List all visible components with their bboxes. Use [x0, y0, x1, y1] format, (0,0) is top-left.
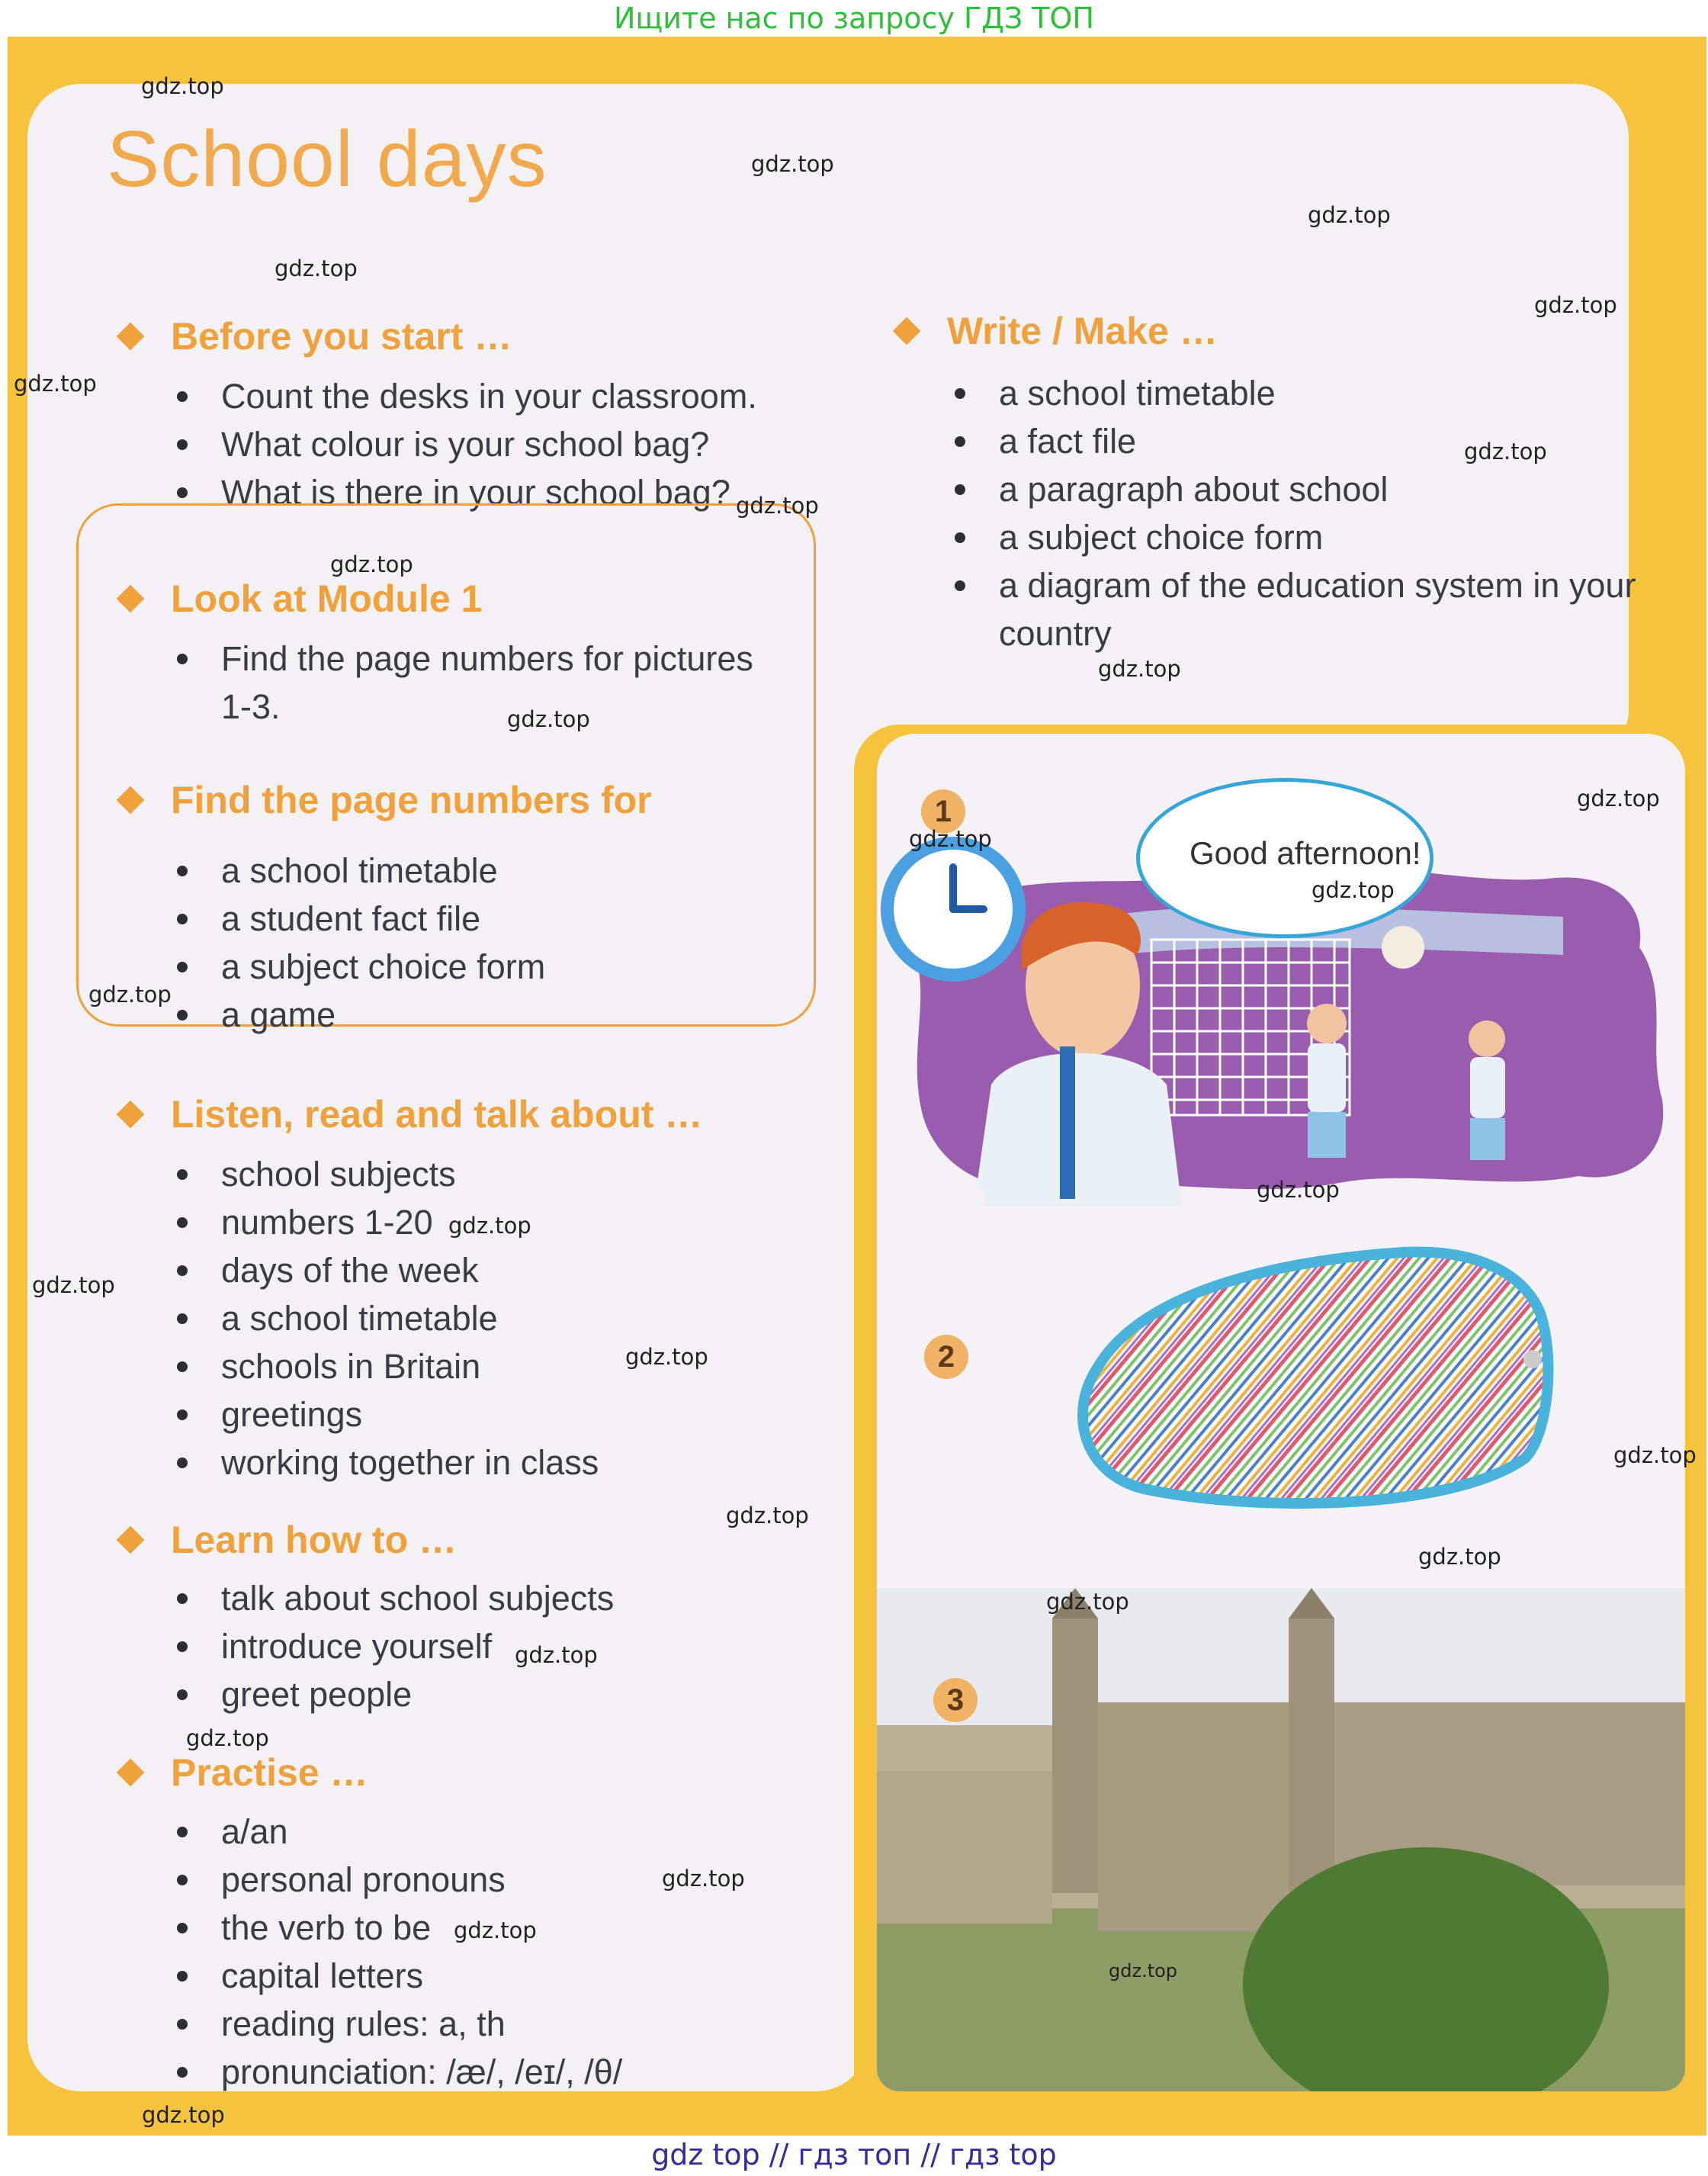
- list-item: capital letters: [177, 1952, 622, 2000]
- practise-heading: [120, 1750, 368, 1795]
- before-heading-text: Before you start …: [171, 315, 512, 358]
- ball: [1382, 926, 1424, 969]
- list-item: a subject choice form: [177, 943, 545, 991]
- diamond-icon: [117, 786, 145, 814]
- list-item: working together in class: [177, 1438, 599, 1487]
- watermark: gdz.top: [1613, 1442, 1697, 1468]
- list-item: numbers 1-20: [177, 1198, 599, 1246]
- watermark: gdz.top: [141, 73, 224, 99]
- watermark: gdz.top: [330, 551, 413, 577]
- diamond-icon: [117, 322, 145, 350]
- diamond-icon: [117, 1525, 145, 1554]
- module-heading-text: Look at Module 1: [171, 577, 483, 620]
- watermark: gdz.top: [14, 371, 97, 397]
- watermark: gdz.top: [1577, 786, 1660, 812]
- bottom-banner: gdz top // гдз топ // гдз top: [651, 2138, 1057, 2171]
- watermark: gdz.top: [1308, 202, 1391, 228]
- watermark: gdz.top: [142, 2102, 225, 2128]
- find-heading: [120, 778, 652, 822]
- list-item: a diagram of the education system in your country: [955, 561, 1641, 657]
- watermark: gdz.top: [1464, 439, 1547, 464]
- watermark: gdz.top: [726, 1503, 809, 1528]
- list-item: Find the page numbers for pictures 1-3.: [177, 635, 787, 731]
- module-list: [177, 635, 787, 731]
- watermark: gdz.top: [32, 1272, 115, 1298]
- watermark: gdz.top: [448, 1213, 531, 1239]
- diamond-icon: [117, 584, 145, 612]
- list-item: reading rules: a, th: [177, 2000, 622, 2048]
- list-item: a school timetable: [955, 369, 1641, 417]
- picture-1-badge: 1: [921, 789, 965, 834]
- watermark: gdz.top: [1257, 1177, 1340, 1203]
- watermark: gdz.top: [1534, 292, 1617, 318]
- speech-bubble-text: Good afternoon!: [1190, 835, 1421, 871]
- practise-list: [177, 1808, 622, 2096]
- tower-right: [1289, 1618, 1334, 1893]
- watermark: gdz.top: [1312, 877, 1395, 903]
- list-item: a paragraph about school: [955, 465, 1641, 513]
- picture-2-badge: 2: [924, 1335, 968, 1379]
- listen-list: [177, 1150, 599, 1487]
- top-banner: Ищите нас по запросу ГДЗ ТОП: [614, 2, 1094, 35]
- write-heading-text: Write / Make …: [947, 310, 1218, 352]
- watermark: gdz.top: [274, 256, 358, 281]
- watermark: gdz.top: [736, 493, 819, 519]
- find-list: [177, 847, 545, 1039]
- watermark: gdz.top: [662, 1866, 745, 1892]
- list-item: greet people: [177, 1670, 614, 1718]
- list-item: What colour is your school bag?: [177, 420, 757, 468]
- list-item: a school timetable: [177, 847, 545, 895]
- small-boy-left: [1307, 1004, 1347, 1158]
- list-item: Count the desks in your classroom.: [177, 372, 757, 420]
- list-item: talk about school subjects: [177, 1574, 614, 1622]
- listen-heading-text: Listen, read and talk about …: [171, 1093, 703, 1136]
- diamond-icon: [893, 317, 921, 345]
- list-item: schools in Britain: [177, 1342, 599, 1390]
- tower-left: [1052, 1618, 1098, 1893]
- clock-icon: [881, 837, 1026, 982]
- learn-heading-text: Learn how to …: [171, 1519, 457, 1561]
- list-item: a fact file: [955, 417, 1641, 465]
- watermark: gdz.top: [1098, 656, 1181, 682]
- before-heading: [120, 314, 512, 358]
- page-title: School days: [107, 115, 547, 204]
- picture-3-college-photo: [877, 1588, 1685, 2091]
- list-item: introduce yourself: [177, 1622, 614, 1670]
- write-heading: [897, 309, 1218, 353]
- small-boy-right: [1469, 1021, 1505, 1160]
- watermark: gdz.top: [625, 1344, 708, 1370]
- list-item: greetings: [177, 1390, 599, 1438]
- watermark: gdz.top: [909, 826, 992, 852]
- before-list: [177, 372, 757, 516]
- list-item: a game: [177, 991, 545, 1039]
- picture-3-badge: 3: [933, 1678, 978, 1722]
- list-item: pronunciation: /æ/, /eɪ/, /θ/: [177, 2048, 622, 2096]
- list-item: a school timetable: [177, 1294, 599, 1342]
- watermark: gdz.top: [515, 1642, 598, 1668]
- watermark: gdz.top: [1046, 1589, 1129, 1615]
- watermark: gdz.top: [186, 1725, 269, 1751]
- list-item: days of the week: [177, 1246, 599, 1294]
- diamond-icon: [117, 1758, 145, 1786]
- list-item: a/an: [177, 1808, 622, 1856]
- watermark: gdz.top: [454, 1917, 537, 1943]
- list-item: school subjects: [177, 1150, 599, 1198]
- watermark: gdz.top: [88, 982, 172, 1008]
- find-heading-text: Find the page numbers for: [171, 779, 652, 821]
- picture-2-pencil-case: [1052, 1207, 1586, 1557]
- watermark: gdz.top: [1418, 1544, 1501, 1570]
- module-heading: [120, 577, 482, 621]
- list-item: a subject choice form: [955, 513, 1641, 561]
- learn-heading: [120, 1518, 457, 1562]
- practise-heading-text: Practise …: [171, 1751, 368, 1794]
- watermark: gdz.top: [751, 151, 834, 177]
- list-item: What is there in your school bag?: [177, 468, 757, 516]
- diamond-icon: [117, 1100, 145, 1128]
- list-item: the verb to be: [177, 1904, 622, 1952]
- write-list: [955, 369, 1641, 657]
- watermark: gdz.top: [507, 706, 590, 732]
- listen-heading: [120, 1092, 702, 1136]
- watermark: gdz.top: [1109, 1960, 1178, 1982]
- list-item: personal pronouns: [177, 1856, 622, 1904]
- list-item: a student fact file: [177, 895, 545, 943]
